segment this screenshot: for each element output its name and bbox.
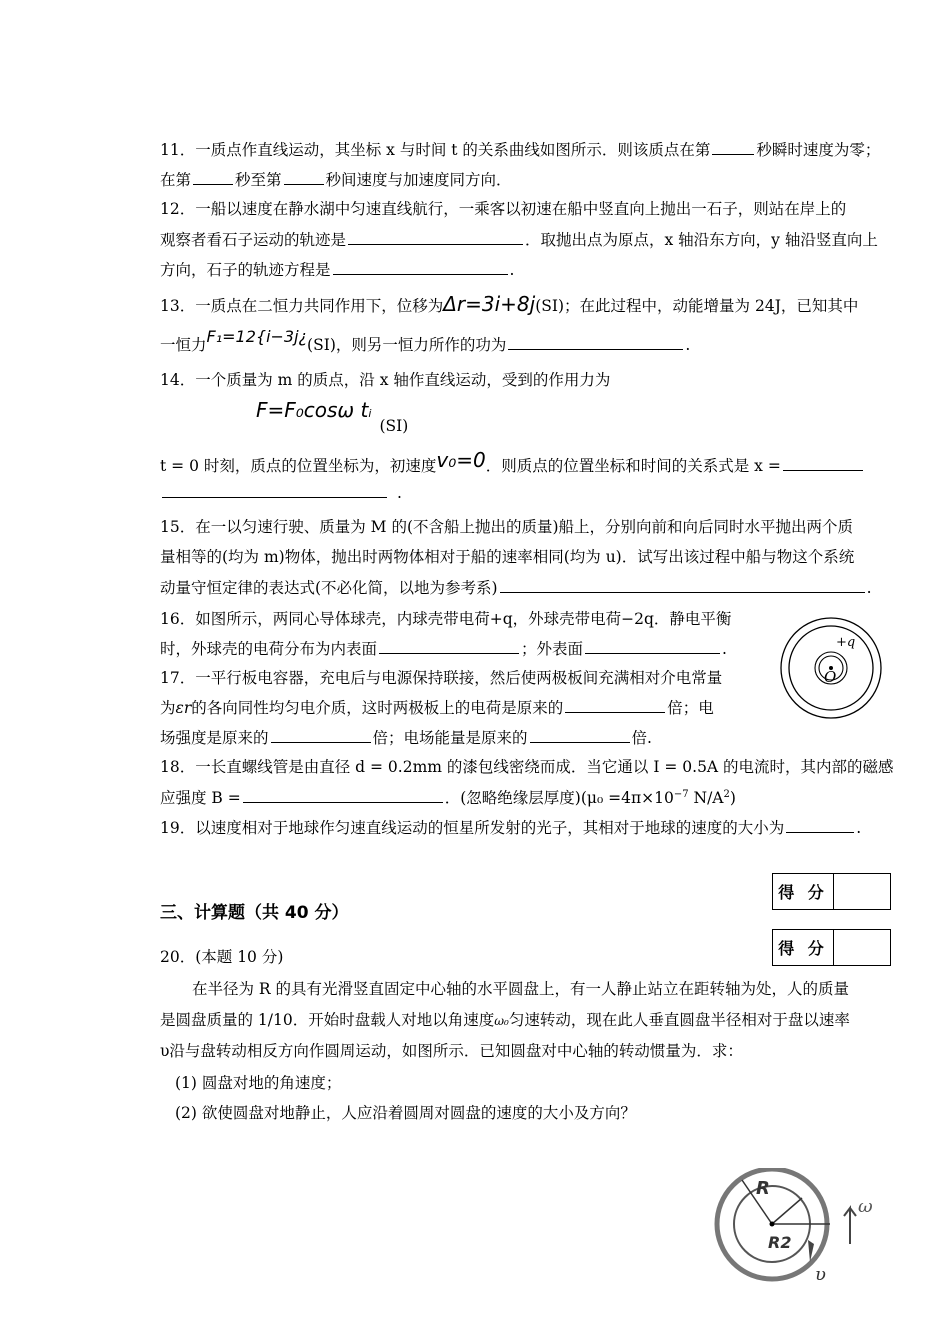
- q11-line2: 在第 秒至第 秒间速度与加速度同方向．: [160, 171, 512, 189]
- answer-blank[interactable]: [193, 183, 233, 185]
- score-box: 得 分: [772, 929, 891, 966]
- q13-line2: 一恒力F₁=12{i−3j¿(SI)，则另一恒力所作的功为 .: [160, 327, 691, 354]
- q15-line2: 量相等的(均为 m)物体，抛出时两物体相对于船的速率相同(均为 u)．试写出该过程中船与物这个系统: [160, 548, 855, 566]
- charge-label: +q: [836, 635, 856, 650]
- answer-blank[interactable]: [783, 469, 863, 471]
- q16-line1: 16．如图所示，两同心导体球壳，内球壳带电荷+q，外球壳带电荷−2q．静电平衡: [160, 610, 732, 628]
- answer-blank[interactable]: [271, 741, 371, 743]
- force-formula: F₁=12{i−3j¿: [206, 327, 308, 346]
- answer-blank[interactable]: [565, 711, 665, 713]
- q12-line2: 观察者看石子运动的轨迹是 ．取抛出点为原点，x 轴沿东方向，y 轴沿竖直向上: [160, 231, 878, 249]
- angular-arrow-icon: [844, 1208, 856, 1244]
- velocity-label: υ: [815, 1264, 826, 1284]
- q20-line3: υ沿与盘转动相反方向作圆周运动，如图所示．已知圆盘对中心轴的转动惯量为．求：: [160, 1042, 743, 1060]
- q20-head: 20．(本题 10 分): [160, 948, 284, 966]
- answer-blank[interactable]: [585, 652, 720, 654]
- epsilon-symbol: εr: [175, 699, 192, 717]
- answer-blank[interactable]: [348, 243, 523, 245]
- radius-label: R: [756, 1178, 770, 1199]
- radius2-label: R2: [768, 1233, 792, 1252]
- q13-line1: 13．一质点在二恒力共同作用下，位移为Δr=3i+8j(SI)；在此过程中，动能增量为 24J，已知其中: [160, 292, 859, 316]
- q15-line1: 15．在一以匀速行驶、质量为 M 的(不含船上抛出的质量)船上，分别向前和向后同时水平抛出两个质: [160, 518, 854, 536]
- omega-label: ω: [858, 1196, 873, 1217]
- q17-line1: 17．一平行板电容器，充电后与电源保持联接，然后使两极板间充满相对介电常量: [160, 669, 723, 687]
- q12-line1: 12．一船以速度在静水湖中匀速直线航行，一乘客以初速在船中竖直向上抛出一石子，则站在岸上的: [160, 200, 847, 218]
- score-box: 得 分: [772, 873, 891, 910]
- score-field[interactable]: [834, 874, 890, 909]
- q17-line3: 场强度是原来的 倍；电场能量是原来的 倍.: [160, 729, 652, 747]
- answer-blank[interactable]: [530, 741, 630, 743]
- q12-line3: 方向，石子的轨迹方程是 .: [160, 261, 515, 279]
- answer-blank[interactable]: [508, 348, 683, 350]
- q20-sub2: (2) 欲使圆盘对地静止，人应沿着圆周对圆盘的速度的大小及方向？: [175, 1104, 636, 1122]
- q20-sub1: (1) 圆盘对地的角速度；: [175, 1074, 342, 1092]
- q15-line3: 动量守恒定律的表达式(不必化简，以地为参考系) .: [160, 579, 872, 597]
- q11-line1: 11．一质点作直线运动，其坐标 x 与时间 t 的关系曲线如图所示．则该质点在第 秒瞬时速度为零；: [160, 141, 881, 159]
- answer-blank[interactable]: [712, 153, 754, 155]
- q17-line2: 为εr的各向同性均匀电介质，这时两极板上的电荷是原来的 倍；电: [160, 699, 714, 717]
- velocity-formula: v₀=0: [436, 448, 486, 472]
- q18-line1: 18．一长直螺线管是由直径 d = 0.2mm 的漆包线密绕而成．当它通以 I = 0.5A 的电流时，其内部的磁感: [160, 758, 894, 776]
- q20-line1: 在半径为 R 的具有光滑竖直固定中心轴的水平圆盘上，有一人静止站立在距转轴为处，人的质量: [192, 980, 850, 998]
- center-label: O: [824, 668, 837, 686]
- q14-line4: .: [160, 484, 402, 502]
- displacement-formula: Δr=3i+8j: [443, 292, 536, 316]
- omega0-symbol: ω₀: [494, 1014, 509, 1028]
- rotating-disk-figure: [712, 1168, 892, 1284]
- concentric-shells-figure: [778, 612, 886, 724]
- q18-line2: 应强度 B = ．(忽略绝缘层厚度)($\mu_0 =4\pi\times 10^{-7}$ $N/A^2$): [160, 788, 736, 807]
- answer-blank[interactable]: [379, 652, 519, 654]
- answer-blank[interactable]: [243, 801, 443, 803]
- q16-line2: 时，外球壳的电荷分布为内表面 ；外表面 .: [160, 640, 727, 658]
- q19-line1: 19．以速度相对于地球作匀速直线运动的恒星所发射的光子，其相对于地球的速度的大小为 .: [160, 819, 862, 837]
- answer-blank[interactable]: [162, 496, 387, 498]
- section-title: 三、计算题（共 40 分）: [160, 903, 349, 923]
- answer-blank[interactable]: [333, 273, 508, 275]
- q20-line2: 是圆盘质量的 1/10．开始时盘载人对地以角速度ω₀匀速转动，现在此人垂直圆盘半径相对于盘以速率: [160, 1011, 850, 1029]
- score-field[interactable]: [834, 930, 890, 965]
- answer-blank[interactable]: [284, 183, 324, 185]
- q14-line1: 14．一个质量为 m 的质点，沿 x 轴作直线运动，受到的作用力为: [160, 371, 611, 389]
- answer-blank[interactable]: [500, 591, 865, 593]
- q14-formula: F=F₀cosω ti(SI): [256, 398, 409, 435]
- q14-line3: t = 0 时刻，质点的位置坐标为，初速度v₀=0．则质点的位置坐标和时间的关系式是 x =: [160, 452, 865, 476]
- answer-blank[interactable]: [786, 831, 854, 833]
